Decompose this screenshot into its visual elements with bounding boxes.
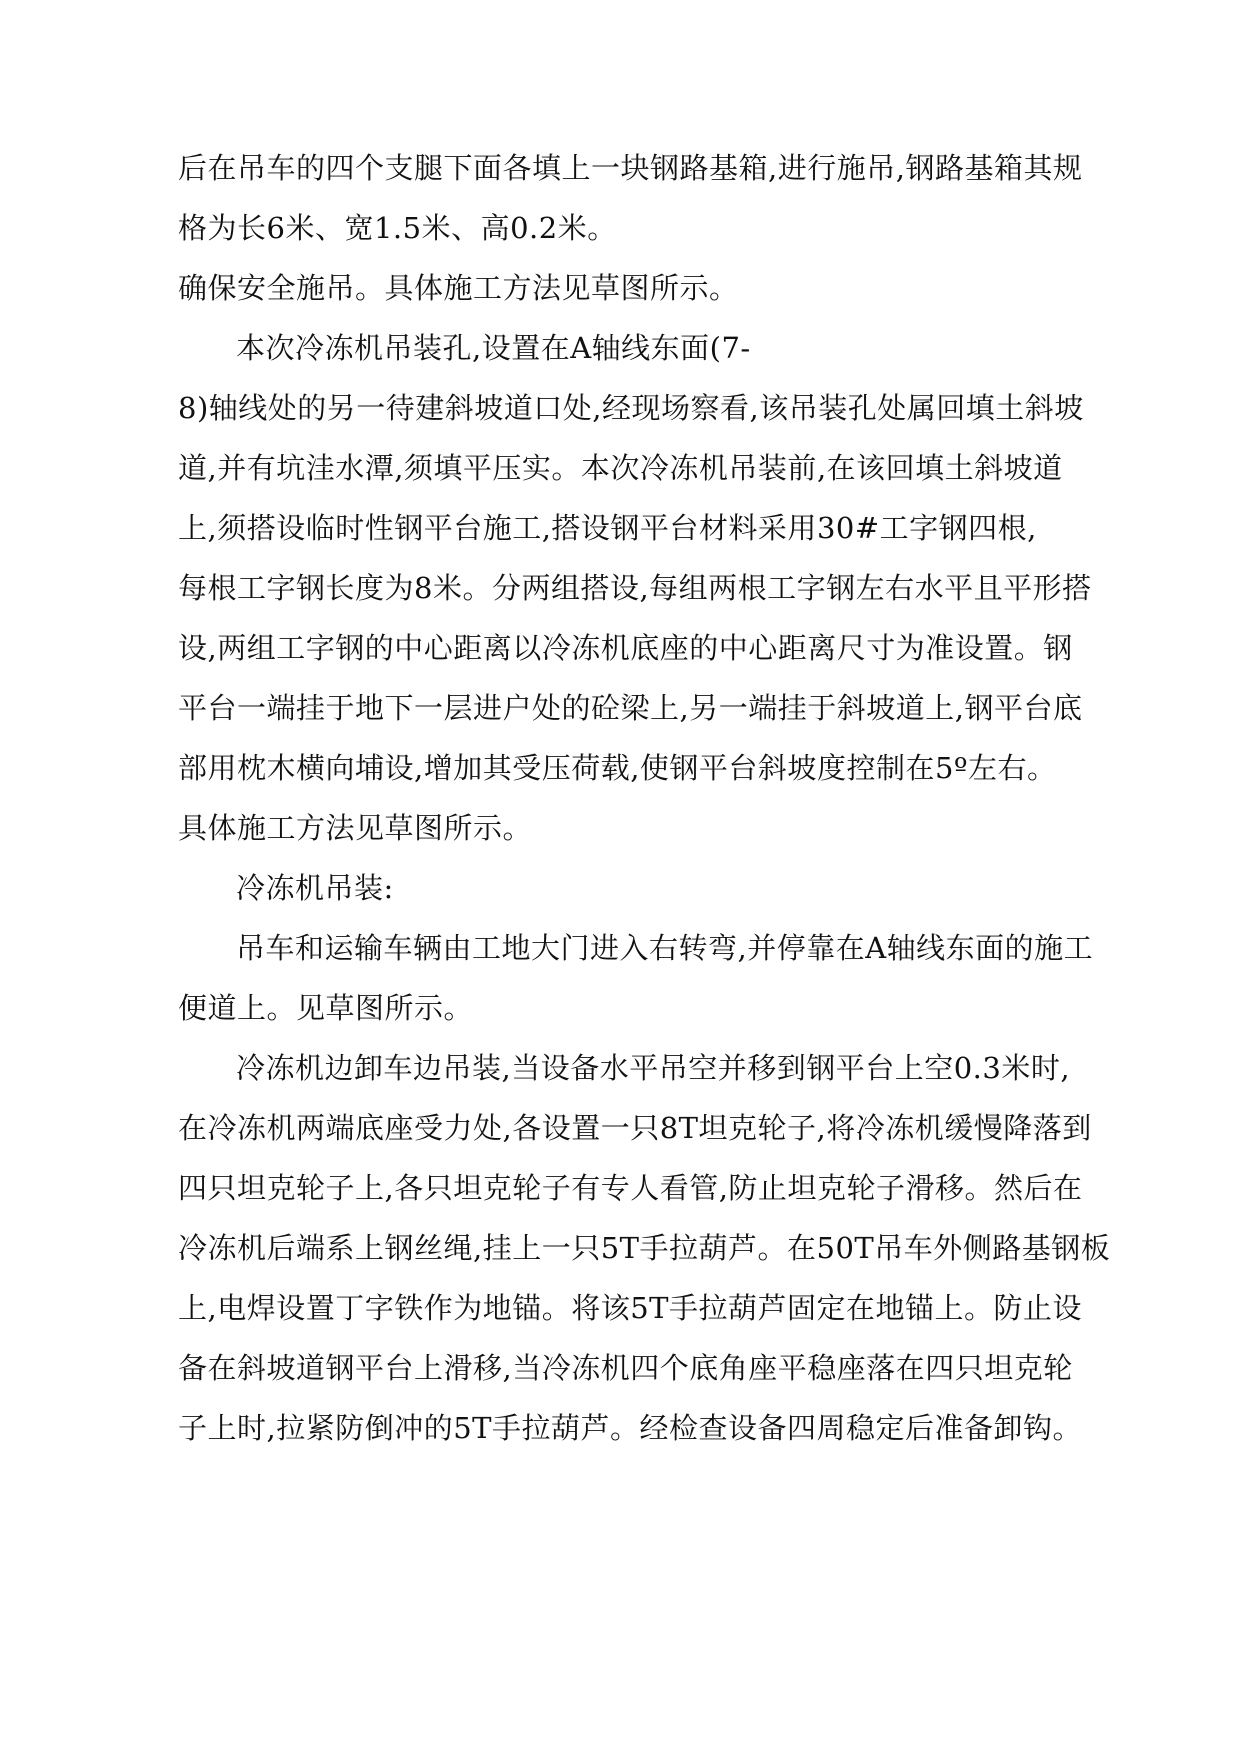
text-line: 道,并有坑洼水潭,须填平压实。本次冷冻机吊装前,在该回填土斜坡道 bbox=[178, 451, 1063, 485]
text-line: 确保安全施吊。具体施工方法见草图所示。 bbox=[178, 271, 739, 305]
text-line: 平台一端挂于地下一层进户处的砼梁上,另一端挂于斜坡道上,钢平台底 bbox=[178, 691, 1083, 725]
text-line: 后在吊车的四个支腿下面各填上一块钢路基箱,进行施吊,钢路基箱其规 bbox=[178, 151, 1083, 185]
text-line: 8)轴线处的另一待建斜坡道口处,经现场察看,该吊装孔处属回填土斜坡 bbox=[178, 391, 1084, 425]
text-line: 冷冻机后端系上钢丝绳,挂上一只5T手拉葫芦。在50T吊车外侧路基钢板 bbox=[178, 1231, 1111, 1265]
text-line: 设,两组工字钢的中心距离以冷冻机底座的中心距离尺寸为准设置。钢 bbox=[178, 631, 1073, 665]
text-line: 上,电焊设置丁字铁作为地锚。将该5T手拉葫芦固定在地锚上。防止设 bbox=[178, 1291, 1083, 1325]
text-line: 冷冻机边卸车边吊装,当设备水平吊空并移到钢平台上空0.3米时, bbox=[236, 1051, 1071, 1085]
text-line: 部用枕木横向埔设,增加其受压荷载,使钢平台斜坡度控制在5º左右。 bbox=[178, 751, 1057, 785]
text-line: 格为长6米、宽1.5米、高0.2米。 bbox=[178, 211, 617, 245]
text-line: 上,须搭设临时性钢平台施工,搭设钢平台材料采用30#工字钢四根, bbox=[178, 511, 1037, 545]
text-line: 每根工字钢长度为8米。分两组搭设,每组两根工字钢左右水平且平形搭 bbox=[178, 571, 1092, 605]
text-line: 四只坦克轮子上,各只坦克轮子有专人看管,防止坦克轮子滑移。然后在 bbox=[178, 1171, 1083, 1205]
text-line: 在冷冻机两端底座受力处,各设置一只8T坦克轮子,将冷冻机缓慢降落到 bbox=[178, 1111, 1092, 1145]
text-line: 便道上。见草图所示。 bbox=[178, 991, 474, 1025]
text-line: 具体施工方法见草图所示。 bbox=[178, 811, 533, 845]
text-line: 吊车和运输车辆由工地大门进入右转弯,并停靠在A轴线东面的施工 bbox=[236, 931, 1094, 965]
text-line: 子上时,拉紧防倒冲的5T手拉葫芦。经检查设备四周稳定后准备卸钩。 bbox=[178, 1411, 1083, 1445]
text-line: 本次冷冻机吊装孔,设置在A轴线东面(7- bbox=[236, 331, 751, 365]
text-line: 冷冻机吊装: bbox=[236, 871, 394, 905]
text-line: 备在斜坡道钢平台上滑移,当冷冻机四个底角座平稳座落在四只坦克轮 bbox=[178, 1351, 1073, 1385]
